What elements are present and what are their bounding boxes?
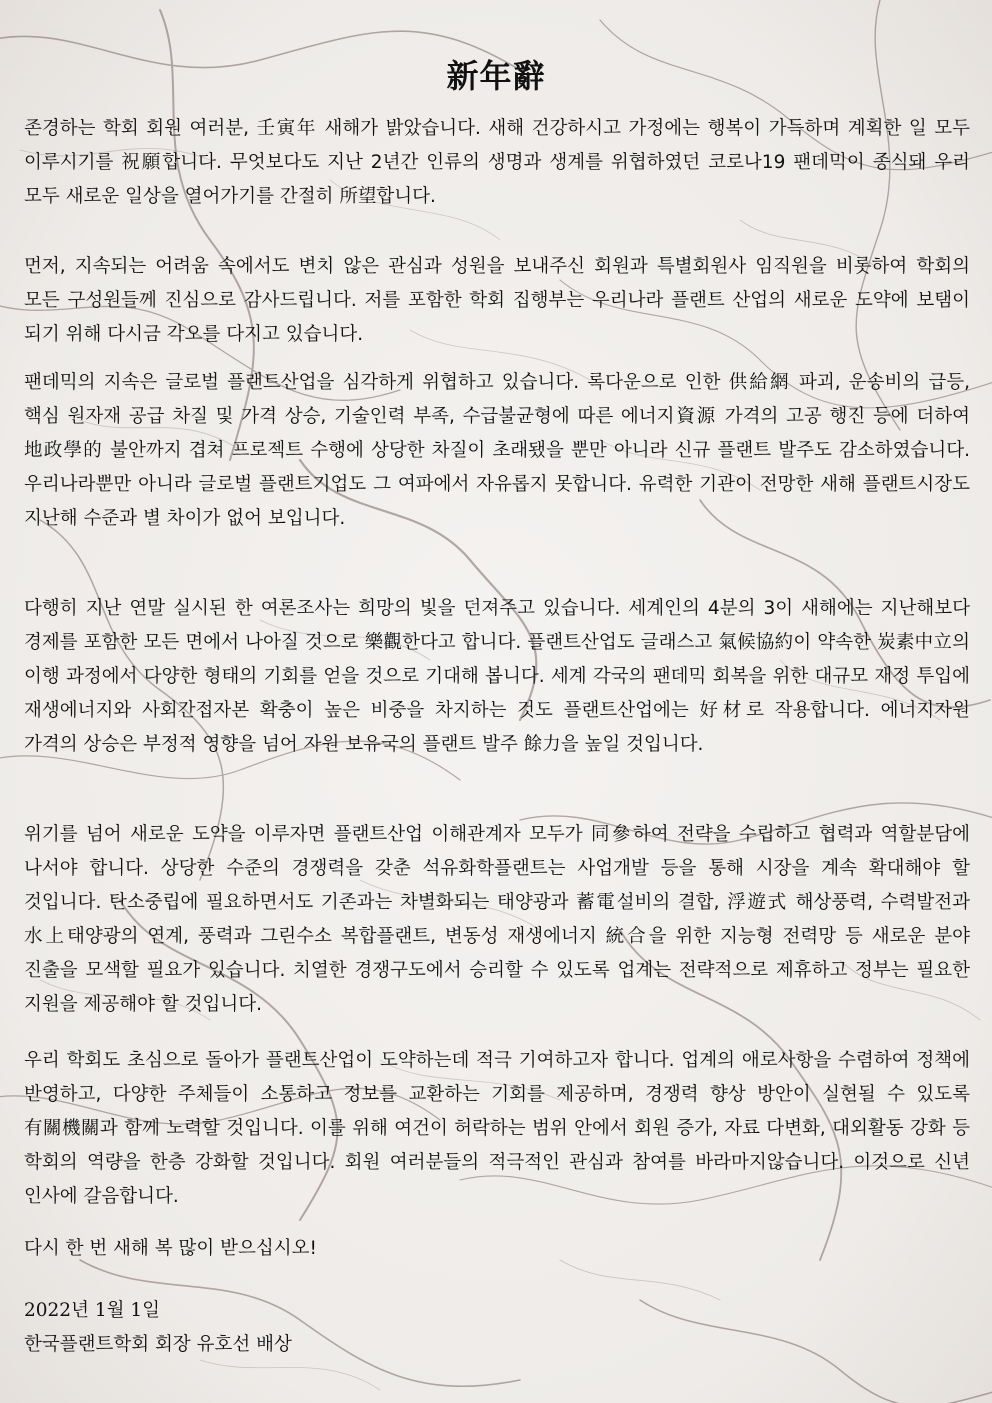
body-paragraph-strategy: 위기를 넘어 새로운 도약을 이루자면 플랜트산업 이해관계자 모두가 同參하여 전략을 수립하고 협력과 역할분담에 나서야 합니다. 상당한 수준의 경쟁력을 갖춘 석유화학플랜트는 사업개발 등을 통해 시장을 계속 확대해야 할 것입니다. 탄소중립에 필요하면서도 기존과는 차별화되는 태양광과 蓄電설비의 결합, 浮遊式 해상풍력, 수력발전과 水上태양광의 연계, 풍력과 그린수소 복합플랜트, 변동성 재생에너지 統合을 위한 지능형 전력망 등 새로운 분야 진출을 모색할 필요가 있습니다. 치열한 경쟁구도에서 승리할 수 있도록 업계는 전략적으로 제휴하고 정부는 필요한 지원을 제공해야 할 것입니다. — [24, 824, 970, 1015]
page-title: 新年辭 — [446, 57, 546, 96]
body-paragraph-pandemic: 팬데믹의 지속은 글로벌 플랜트산업을 심각하게 위협하고 있습니다. 록다운으로 인한 供給網 파괴, 운송비의 급등, 핵심 원자재 공급 차질 및 가격 상승, 기술인력 부족, 수급불균형에 따른 에너지資源 가격의 고공 행진 등에 더하여 地政學的 불안까지 겹쳐 프로젝트 수행에 상당한 차질이 초래됐을 뿐만 아니라 신규 플랜트 발주도 감소하였습니다. 우리나라뿐만 아니라 글로벌 플랜트기업도 그 여파에서 자유롭지 못합니다. 유력한 기관이 전망한 새해 플랜트시장도 지난해 수준과 별 차이가 없어 보입니다. — [24, 372, 970, 529]
body-paragraph-greeting: 존경하는 학회 회원 여러분, 壬寅年 새해가 밝았습니다. 새해 건강하시고 가정에는 행복이 가득하며 계획한 일 모두 이루시기를 祝願합니다. 무엇보다도 지난 2년간 인류의 생명과 생계를 위협하였던 코로나19 팬데믹이 종식돼 우리 모두 새로운 일상을 열어가기를 간절히 所望합니다. — [24, 118, 970, 207]
signature-name: 한국플랜트학회 회장 유호선 배상 — [24, 1334, 292, 1355]
body-paragraph-hope: 다행히 지난 연말 실시된 한 여론조사는 희망의 빛을 던져주고 있습니다. 세계인의 4분의 3이 새해에는 지난해보다 경제를 포함한 모든 면에서 나아질 것으로 樂觀한다고 합니다. 플랜트산업도 글래스고 氣候協約이 약속한 炭素中立의 이행 과정에서 다양한 형태의 기회를 얻을 것으로 기대해 봅니다. 세계 각국의 팬데믹 회복을 위한 대규모 재정 투입에 재생에너지와 사회간접자본 확충이 높은 비중을 차지하는 것도 플랜트산업에는 好材로 작용합니다. 에너지자원 가격의 상승은 부정적 영향을 넘어 자원 보유국의 플랜트 발주 餘力을 높일 것입니다. — [24, 598, 970, 755]
closing-line: 다시 한 번 새해 복 많이 받으십시오! — [24, 1238, 317, 1259]
signature-date: 2022년 1월 1일 — [24, 1300, 160, 1321]
body-paragraph-thanks: 먼저, 지속되는 어려움 속에서도 변치 않은 관심과 성원을 보내주신 회원과 특별회원사 임직원을 비롯하여 학회의 모든 구성원들께 진심으로 감사드립니다. 저를 포함한 학회 집행부는 우리나라 플랜트 산업의 새로운 도약에 보탬이 되기 위해 다시금 각오를 다지고 있습니다. — [24, 256, 970, 345]
body-paragraph-society: 우리 학회도 초심으로 돌아가 플랜트산업이 도약하는데 적극 기여하고자 합니다. 업계의 애로사항을 수렴하여 정책에 반영하고, 다양한 주체들이 소통하고 정보를 교환하는 기회를 제공하며, 경쟁력 향상 방안이 실현될 수 있도록 有關機關과 함께 노력할 것입니다. 이를 위해 여건이 허락하는 범위 안에서 회원 증가, 자료 다변화, 대외활동 강화 등 학회의 역량을 한층 강화할 것입니다. 회원 여러분들의 적극적인 관심과 참여를 바라마지않습니다. 이것으로 신년 인사에 갈음합니다. — [24, 1050, 970, 1207]
